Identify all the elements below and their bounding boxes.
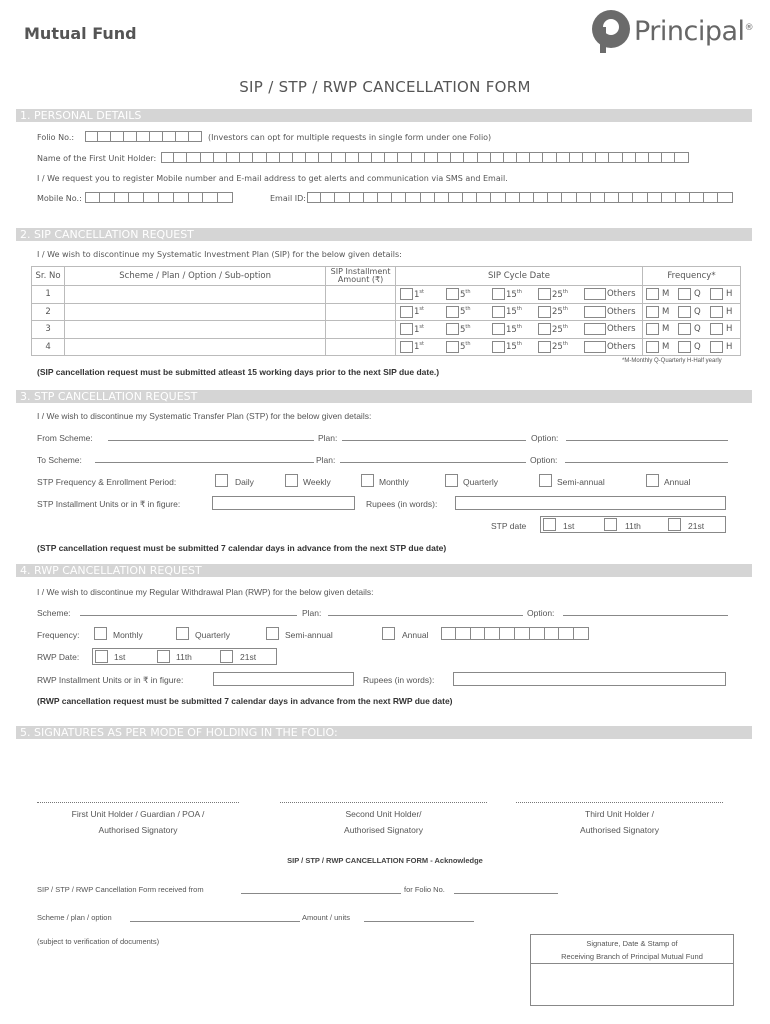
email-label: Email ID: <box>270 194 306 203</box>
signatures-heading: 5. SIGNATURES AS PER MODE OF HOLDING IN THE FOLIO: <box>16 726 752 739</box>
stp-quarterly-label: Quarterly <box>463 477 498 487</box>
sip-others-checkbox[interactable] <box>584 341 606 353</box>
sip-cycle-cell <box>395 338 642 356</box>
rwp-quarterly-checkbox[interactable] <box>176 627 189 640</box>
sip-cycle-checkbox[interactable] <box>492 341 505 353</box>
sip-cycle-num: 5 <box>459 342 466 353</box>
ack-verification: (subject to verification of documents) <box>37 937 160 946</box>
stp-to-plan-label: Plan: <box>316 455 336 465</box>
table-row <box>32 286 741 304</box>
sip-cycle-label <box>506 306 522 317</box>
stp-to-plan-input[interactable] <box>340 462 526 463</box>
sip-cycle-suffix: th <box>465 288 471 295</box>
acknowledge-title: SIP / STP / RWP CANCELLATION FORM - Acknowledge <box>287 856 483 865</box>
sip-cycle-label <box>506 324 522 335</box>
sip-cycle-num: 5 <box>459 307 466 318</box>
sip-frequency-cell <box>642 338 740 356</box>
stp-semiannual-checkbox[interactable] <box>539 474 552 487</box>
mobile-input[interactable] <box>85 192 233 203</box>
sip-cycle-label <box>506 289 522 300</box>
stp-units-input[interactable] <box>212 496 355 510</box>
stp-intro: I / We wish to discontinue my Systematic Transfer Plan (STP) for the below given details: <box>37 411 372 421</box>
form-title: SIP / STP / RWP CANCELLATION FORM <box>239 78 531 96</box>
rwp-monthly-checkbox[interactable] <box>94 627 107 640</box>
sip-cycle-suffix: th <box>516 288 522 295</box>
sip-cycle-cell <box>395 303 642 321</box>
sip-cycle-suffix: th <box>465 306 471 313</box>
sip-frequency-label: M <box>661 324 670 335</box>
folio-note: (Investors can opt for multiple requests in single form under one Folio) <box>208 133 492 142</box>
sip-cycle-num: 25 <box>551 342 563 353</box>
stamp-box[interactable] <box>530 934 734 1006</box>
folio-label: Folio No.: <box>37 133 75 142</box>
sip-cycle-cell <box>395 321 642 339</box>
rwp-date-1-checkbox[interactable] <box>95 650 108 663</box>
second-holder-signature-line[interactable] <box>280 802 487 803</box>
sip-cycle-suffix: th <box>465 341 471 348</box>
rwp-plan-label: Plan: <box>302 608 322 618</box>
sip-frequency-checkbox[interactable] <box>678 306 691 318</box>
sip-others-checkbox[interactable] <box>584 323 606 335</box>
sip-cycle-suffix: th <box>465 323 471 330</box>
stp-date-21-label: 21st <box>688 521 705 531</box>
stp-from-input[interactable] <box>108 440 314 441</box>
rwp-freq-label: Frequency: <box>37 630 80 640</box>
sip-cycle-suffix: th <box>562 306 568 313</box>
sip-cycle-num: 25 <box>551 289 563 300</box>
principal-logo-icon <box>590 8 632 54</box>
stp-from-plan-label: Plan: <box>318 433 338 443</box>
sip-scheme-cell[interactable] <box>65 338 326 356</box>
stp-annual-checkbox[interactable] <box>646 474 659 487</box>
sip-cycle-checkbox[interactable] <box>538 341 551 353</box>
sip-cycle-label <box>552 306 568 317</box>
stp-daily-label: Daily <box>235 477 254 487</box>
sip-cycle-checkbox[interactable] <box>446 323 459 335</box>
stp-from-option-input[interactable] <box>566 440 728 441</box>
third-holder-signature-line[interactable] <box>516 802 723 803</box>
sip-frequency-cell <box>642 321 740 339</box>
rwp-date-21-checkbox[interactable] <box>220 650 233 663</box>
sip-cycle-num: 1 <box>413 324 420 335</box>
second-holder-caption-1: Second Unit Holder/ <box>345 809 422 819</box>
sip-row-number: 1 <box>32 286 65 304</box>
mobile-label: Mobile No.: <box>37 194 82 203</box>
sip-amount-cell[interactable] <box>326 321 396 339</box>
stp-to-input[interactable] <box>95 462 314 463</box>
sip-frequency-checkbox[interactable] <box>710 288 723 300</box>
sip-cycle-label <box>460 324 471 335</box>
sip-cycle-label <box>414 324 424 335</box>
rwp-annual-label: Annual <box>402 630 429 640</box>
rwp-date-1-label: 1st <box>114 652 126 662</box>
rwp-date-11-label: 11th <box>176 652 192 662</box>
rwp-words-input[interactable] <box>453 672 726 686</box>
ack-folio-input[interactable] <box>454 893 558 894</box>
sip-frequency-label: H <box>725 306 733 317</box>
col-amount-line1: SIP Installment <box>330 267 391 276</box>
principal-logo <box>590 8 760 56</box>
ack-scheme-input[interactable] <box>130 921 300 922</box>
register-text: I / We request you to register Mobile number and E-mail address to get alerts and communication via SMS and Email. <box>37 174 508 183</box>
col-scheme: Scheme / Plan / Option / Sub-option <box>65 267 326 286</box>
sip-intro: I / We wish to discontinue my Systematic Investment Plan (SIP) for the below given details: <box>37 250 402 259</box>
sip-frequency-label: M <box>661 289 670 300</box>
stp-monthly-label: Monthly <box>379 477 409 487</box>
sip-frequency-checkbox[interactable] <box>678 341 691 353</box>
stp-date-21-checkbox[interactable] <box>668 518 681 531</box>
brand-right: Principal <box>634 16 745 47</box>
sip-frequency-checkbox[interactable] <box>646 341 659 353</box>
stp-weekly-label: Weekly <box>303 477 331 487</box>
sip-frequency-label: H <box>725 341 733 352</box>
stp-from-option-label: Option: <box>531 433 559 443</box>
sip-cycle-label <box>414 341 424 352</box>
sip-cycle-checkbox[interactable] <box>492 323 505 335</box>
stp-from-plan-input[interactable] <box>342 440 526 441</box>
sip-table-header <box>32 267 741 286</box>
sip-cycle-num: 15 <box>505 324 517 335</box>
stp-date-1-checkbox[interactable] <box>543 518 556 531</box>
stp-monthly-checkbox[interactable] <box>361 474 374 487</box>
rwp-units-label: RWP Installment Units or in ₹ in figure: <box>37 675 184 685</box>
stp-annual-label: Annual <box>664 477 691 487</box>
sip-cycle-cell <box>395 286 642 304</box>
sip-frequency-label: Q <box>693 324 701 335</box>
first-holder-label: Name of the First Unit Holder: <box>37 154 157 163</box>
sip-amount-cell[interactable] <box>326 286 396 304</box>
stp-date-label: STP date <box>491 521 527 531</box>
sip-frequency-checkbox[interactable] <box>710 306 723 318</box>
sip-others-label: Others <box>606 289 636 300</box>
ack-folio-text: for Folio No. <box>404 885 445 894</box>
stamp-divider <box>531 963 733 964</box>
registered-mark: ® <box>744 23 754 33</box>
col-frequency: Frequency* <box>642 267 740 286</box>
col-amount-line2: Amount (₹) <box>337 275 384 284</box>
sip-row-number: 3 <box>32 321 65 339</box>
sip-table <box>31 266 741 356</box>
sip-cycle-num: 25 <box>551 324 563 335</box>
sip-cycle-checkbox[interactable] <box>538 323 551 335</box>
sip-cycle-checkbox[interactable] <box>446 341 459 353</box>
rwp-semiannual-checkbox[interactable] <box>266 627 279 640</box>
sip-cycle-label <box>552 289 568 300</box>
sip-frequency-checkbox[interactable] <box>678 323 691 335</box>
stp-semiannual-label: Semi-annual <box>557 477 605 487</box>
freq-note: *M-Monthly Q-Quarterly H-Half yearly <box>622 358 722 364</box>
rwp-annual-checkbox[interactable] <box>382 627 395 640</box>
sip-frequency-label: Q <box>693 306 701 317</box>
sip-cycle-checkbox[interactable] <box>492 306 505 318</box>
sip-cycle-num: 1 <box>413 289 420 300</box>
sip-cycle-label <box>414 289 424 300</box>
stp-units-label: STP Installment Units or in ₹ in figure: <box>37 499 181 509</box>
sip-cycle-suffix: th <box>562 341 568 348</box>
ack-received-text: SIP / STP / RWP Cancellation Form received from <box>37 885 204 894</box>
col-srno: Sr. No <box>32 267 65 286</box>
sip-frequency-checkbox[interactable] <box>646 288 659 300</box>
sip-amount-cell[interactable] <box>326 303 396 321</box>
col-cycle: SIP Cycle Date <box>395 267 642 286</box>
table-row <box>32 338 741 356</box>
stp-quarterly-checkbox[interactable] <box>445 474 458 487</box>
sip-scheme-cell[interactable] <box>65 321 326 339</box>
folio-input[interactable] <box>85 131 202 142</box>
sip-cycle-num: 25 <box>551 307 563 318</box>
stp-date-11-checkbox[interactable] <box>604 518 617 531</box>
rwp-footnote: (RWP cancellation request must be submitted 7 calendar days in advance from the next RWP due date) <box>37 696 453 706</box>
first-holder-signature-line[interactable] <box>37 802 239 803</box>
sip-others-label: Others <box>606 341 636 352</box>
sip-frequency-checkbox[interactable] <box>646 306 659 318</box>
stp-to-label: To Scheme: <box>37 455 82 465</box>
rwp-option-label: Option: <box>527 608 555 618</box>
sip-frequency-label: M <box>661 341 670 352</box>
sip-frequency-cell <box>642 286 740 304</box>
second-holder-caption-2: Authorised Signatory <box>344 825 423 835</box>
rwp-units-input[interactable] <box>213 672 354 686</box>
sip-cycle-label <box>460 306 471 317</box>
rwp-date-label: RWP Date: <box>37 652 80 662</box>
rwp-date-21-label: 21st <box>240 652 257 662</box>
email-input[interactable] <box>307 192 733 203</box>
rwp-words-label: Rupees (in words): <box>363 675 435 685</box>
rwp-scheme-label: Scheme: <box>37 608 71 618</box>
sip-cycle-checkbox[interactable] <box>400 323 413 335</box>
personal-details-heading: 1. PERSONAL DETAILS <box>16 109 752 122</box>
rwp-monthly-label: Monthly <box>113 630 143 640</box>
sip-scheme-cell[interactable] <box>65 286 326 304</box>
sip-frequency-label: Q <box>693 341 701 352</box>
sip-cycle-label <box>414 306 424 317</box>
sip-cycle-label <box>552 341 568 352</box>
sip-cycle-suffix: st <box>419 323 424 330</box>
sip-frequency-label: M <box>661 306 670 317</box>
sip-cycle-num: 15 <box>505 307 517 318</box>
rwp-intro: I / We wish to discontinue my Regular Withdrawal Plan (RWP) for the below given details: <box>37 587 374 597</box>
sip-cycle-label <box>460 341 471 352</box>
sip-cycle-suffix: st <box>419 306 424 313</box>
sip-frequency-checkbox[interactable] <box>678 288 691 300</box>
first-holder-caption-1: First Unit Holder / Guardian / POA / <box>71 809 205 819</box>
sip-cycle-num: 5 <box>459 324 466 335</box>
sip-footnote: (SIP cancellation request must be submitted atleast 15 working days prior to the next SIP due date.) <box>37 367 440 377</box>
first-holder-caption-2: Authorised Signatory <box>98 825 178 835</box>
sip-cycle-label <box>460 289 471 300</box>
sip-cycle-label <box>506 341 522 352</box>
ack-amount-input[interactable] <box>364 921 474 922</box>
sip-frequency-label: H <box>725 289 733 300</box>
stp-words-input[interactable] <box>455 496 726 510</box>
sip-cycle-num: 1 <box>413 342 420 353</box>
sip-others-checkbox[interactable] <box>584 306 606 318</box>
stp-to-option-input[interactable] <box>565 462 728 463</box>
sip-cycle-checkbox[interactable] <box>446 288 459 300</box>
sip-frequency-checkbox[interactable] <box>710 323 723 335</box>
stp-footnote: (STP cancellation request must be submitted 7 calendar days in advance from the next STP due date) <box>37 543 447 553</box>
sip-cycle-suffix: st <box>419 341 424 348</box>
sip-heading: 2. SIP CANCELLATION REQUEST <box>16 228 752 241</box>
sip-cycle-num: 15 <box>505 342 517 353</box>
stp-words-label: Rupees (in words): <box>366 499 438 509</box>
stp-freq-label: STP Frequency & Enrollment Period: <box>37 477 177 487</box>
col-amount <box>326 267 396 286</box>
sip-cycle-checkbox[interactable] <box>538 306 551 318</box>
sip-cycle-suffix: th <box>562 288 568 295</box>
brand-left: Mutual Fund <box>24 24 137 43</box>
rwp-option-input[interactable] <box>563 615 728 616</box>
sip-row-number: 2 <box>32 303 65 321</box>
sip-cycle-checkbox[interactable] <box>538 288 551 300</box>
rwp-quarterly-label: Quarterly <box>195 630 230 640</box>
rwp-annual-date-input[interactable] <box>441 627 589 640</box>
rwp-semiannual-label: Semi-annual <box>285 630 333 640</box>
sip-frequency-checkbox[interactable] <box>646 323 659 335</box>
sip-cycle-checkbox[interactable] <box>400 341 413 353</box>
ack-scheme-text: Scheme / plan / option <box>37 913 112 922</box>
stp-from-label: From Scheme: <box>37 433 93 443</box>
stp-date-11-label: 11th <box>625 521 641 531</box>
first-holder-input[interactable] <box>161 152 689 163</box>
sip-others-label: Others <box>606 324 636 335</box>
sip-others-checkbox[interactable] <box>584 288 606 300</box>
sip-cycle-checkbox[interactable] <box>400 288 413 300</box>
rwp-scheme-input[interactable] <box>80 615 297 616</box>
sip-cycle-suffix: th <box>516 306 522 313</box>
sip-cycle-suffix: th <box>516 323 522 330</box>
sip-others-label: Others <box>606 306 636 317</box>
ack-amount-text: Amount / units <box>302 913 350 922</box>
sip-cycle-checkbox[interactable] <box>492 288 505 300</box>
rwp-heading: 4. RWP CANCELLATION REQUEST <box>16 564 752 577</box>
stamp-line-2: Receiving Branch of Principal Mutual Fund <box>561 952 703 961</box>
sip-frequency-label: H <box>725 324 733 335</box>
rwp-plan-input[interactable] <box>328 615 523 616</box>
sip-amount-cell[interactable] <box>326 338 396 356</box>
sip-row-number: 4 <box>32 338 65 356</box>
sip-cycle-num: 1 <box>413 307 420 318</box>
sip-frequency-checkbox[interactable] <box>710 341 723 353</box>
sip-cycle-checkbox[interactable] <box>446 306 459 318</box>
sip-cycle-suffix: th <box>516 341 522 348</box>
third-holder-caption-2: Authorised Signatory <box>580 825 659 835</box>
sip-cycle-suffix: th <box>562 323 568 330</box>
sip-frequency-label: Q <box>693 289 701 300</box>
sip-frequency-cell <box>642 303 740 321</box>
sip-cycle-suffix: st <box>419 288 424 295</box>
ack-received-input[interactable] <box>241 893 401 894</box>
stamp-line-1: Signature, Date & Stamp of <box>586 939 678 948</box>
third-holder-caption-1: Third Unit Holder / <box>585 809 654 819</box>
sip-cycle-checkbox[interactable] <box>400 306 413 318</box>
stp-daily-checkbox[interactable] <box>215 474 228 487</box>
table-row <box>32 303 741 321</box>
sip-cycle-num: 5 <box>459 289 466 300</box>
sip-cycle-label <box>552 324 568 335</box>
stp-to-option-label: Option: <box>530 455 558 465</box>
stp-heading: 3. STP CANCELLATION REQUEST <box>16 390 752 403</box>
sip-cycle-num: 15 <box>505 289 517 300</box>
table-row <box>32 321 741 339</box>
stp-date-1-label: 1st <box>563 521 575 531</box>
sip-scheme-cell[interactable] <box>65 303 326 321</box>
rwp-date-11-checkbox[interactable] <box>157 650 170 663</box>
stp-weekly-checkbox[interactable] <box>285 474 298 487</box>
